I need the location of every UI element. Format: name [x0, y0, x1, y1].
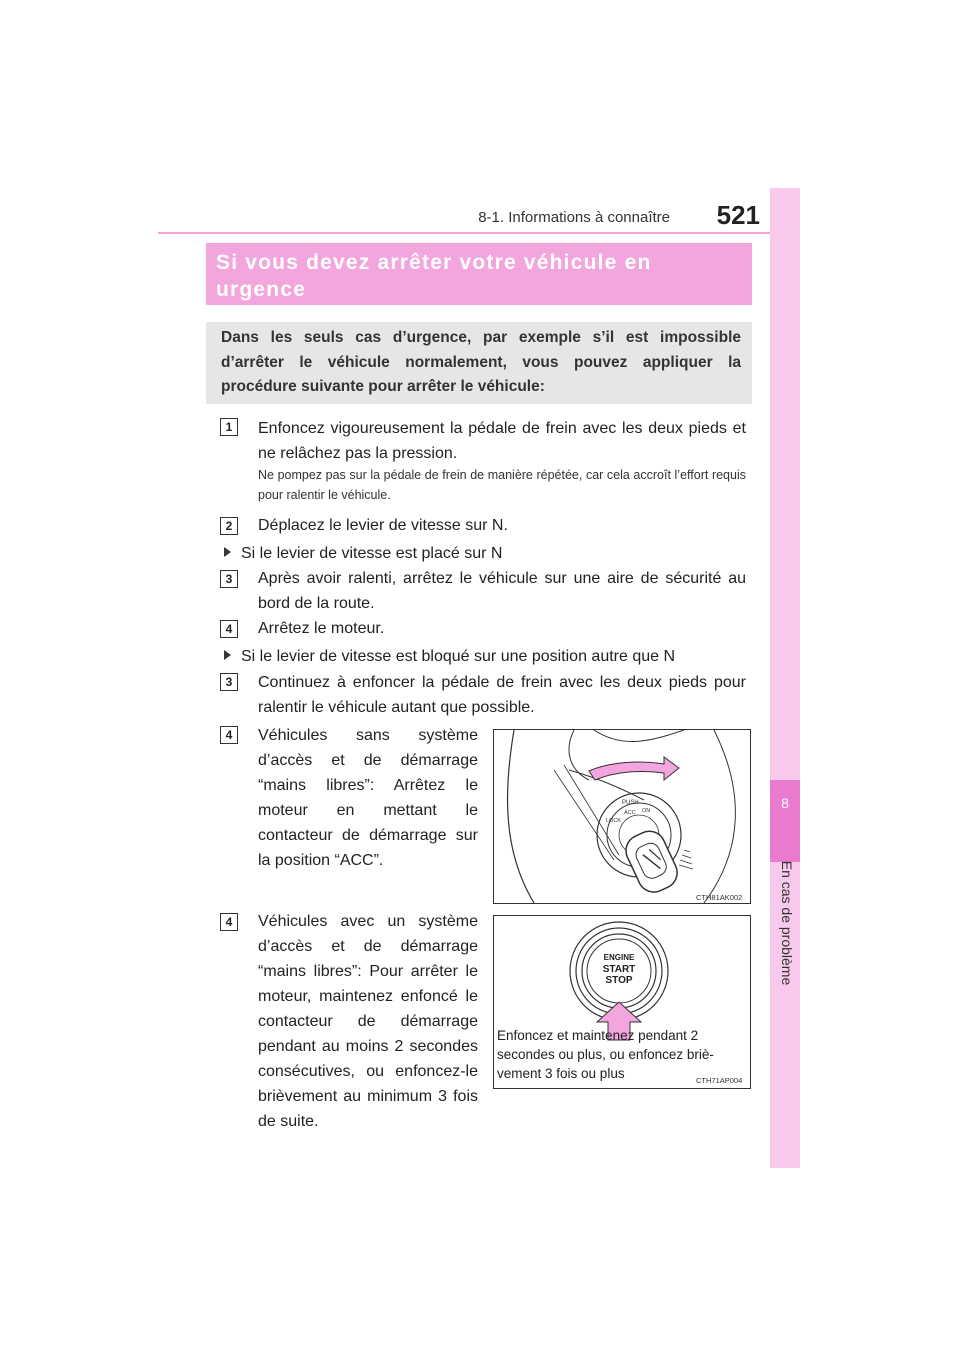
- switch-label: LOCK: [606, 818, 621, 824]
- triangle-bullet-icon: [224, 547, 231, 557]
- step-text: Déplacez le levier de vitesse sur N.: [258, 517, 508, 534]
- section-header: 8-1. Informations à connaître: [478, 209, 670, 226]
- chapter-side-tab: [770, 188, 800, 1168]
- page-title: Si vous devez arrêter votre véhicule en urgence: [216, 251, 652, 301]
- chapter-label: En cas de problème: [779, 860, 795, 986]
- ignition-key-illustration: [494, 730, 750, 903]
- page-number: 521: [716, 200, 760, 230]
- ignition-switch-figure: [493, 729, 751, 904]
- switch-label: ON: [642, 808, 651, 814]
- figure-caption: Enfoncez et maintenez pendant 2 secondes ou plus, ou enfoncez briè- vement 3 fois ou plus: [497, 1028, 714, 1081]
- condition-bullet: [224, 644, 675, 669]
- switch-label: PUSH: [622, 800, 639, 806]
- triangle-bullet-icon: [224, 650, 231, 660]
- step-text: Arrêtez le moteur.: [258, 620, 385, 637]
- step-number: 4: [220, 726, 238, 744]
- step-text: Véhicules sans système d’accès et de démarrage “mains libres”: Arrêtez le moteur en mettant le contacteur de démarrage sur la position “ACC”.: [258, 727, 478, 869]
- condition-text: Si le levier de vitesse est bloqué sur une position autre que N: [241, 648, 676, 665]
- step-number: 1: [220, 418, 238, 436]
- button-line: START: [602, 964, 636, 975]
- start-stop-button-figure: [493, 915, 751, 1089]
- figure-code: CTH81AK002: [696, 893, 743, 902]
- chapter-number: 8: [781, 795, 789, 811]
- button-line: STOP: [605, 975, 633, 986]
- step-number: 4: [220, 620, 238, 638]
- step-number: 2: [220, 517, 238, 535]
- step-text: Enfoncez vigoureusement la pédale de frein avec les deux pieds et ne relâchez pas la pression.: [258, 420, 746, 462]
- step-text: Véhicules avec un système d’accès et de démarrage “mains libres”: Pour arrêter le moteur, maintenez enfoncé le contacteur de démarrage pendant au moins 2 secondes consécutives, ou enfoncez-le brièvement au minimum 3 fois de suite.: [258, 913, 478, 1130]
- step-note: Ne pompez pas sur la pédale de frein de manière répétée, car cela accroît l’effort requis pour ralentir le véhicule.: [258, 468, 746, 502]
- step-number: 4: [220, 913, 238, 931]
- step-number: 3: [220, 673, 238, 691]
- condition-bullet: [224, 541, 502, 566]
- header-rule: [158, 232, 798, 234]
- switch-label: ACC: [624, 810, 636, 816]
- button-line: ENGINE: [603, 953, 635, 962]
- step-number: 3: [220, 570, 238, 588]
- intro-text: Dans les seuls cas d’urgence, par exemple s’il est impossible d’arrêter le véhicule normalement, vous pouvez appliquer la procédure suivante pour arrêter le véhicule:: [221, 329, 741, 395]
- step-text: Après avoir ralenti, arrêtez le véhicule sur une aire de sécurité au bord de la route.: [258, 570, 746, 612]
- step-text: Continuez à enfoncer la pédale de frein avec les deux pieds pour ralentir le véhicule autant que possible.: [258, 674, 746, 716]
- condition-text: Si le levier de vitesse est placé sur N: [241, 545, 503, 562]
- figure-code: CTH71AP004: [696, 1076, 743, 1085]
